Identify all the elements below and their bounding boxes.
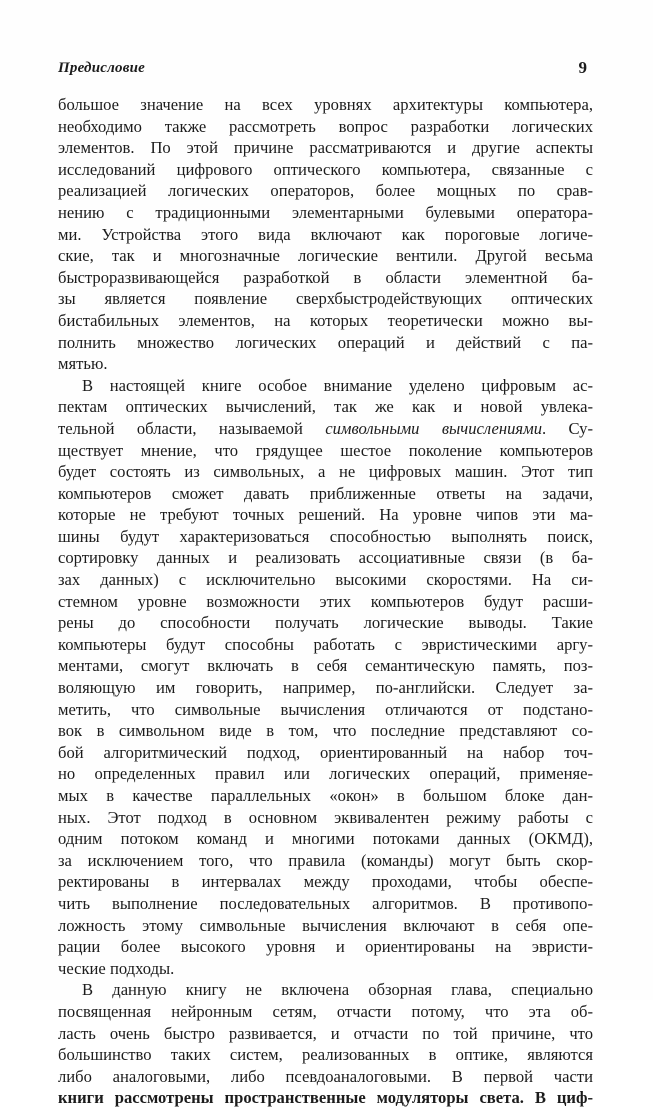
text-line: стемном уровне возможности этих компьютеров будут расши- xyxy=(58,591,593,611)
text-line: ществует мнение, что грядущее шестое поколение компьютеров xyxy=(58,440,593,460)
text-line: большинство таких систем, реализованных в оптике, являются xyxy=(58,1045,593,1065)
text-line: элементов. По этой причине рассматриваются и другие аспекты xyxy=(58,138,593,158)
section-title: Предисловие xyxy=(58,60,145,76)
text-line: которые не требуют точных решений. На уровне чипов эти ма- xyxy=(58,505,593,525)
paragraph-start-line: В данную книгу не включена обзорная глава, специально xyxy=(82,980,593,1000)
text-line: сортировку данных и реализовать ассоциативные связи (в ба- xyxy=(58,548,593,568)
text-line: чить выполнение последовательных алгоритмов. В противопо- xyxy=(58,893,593,913)
text-line: книги рассмотрены пространственные модуляторы света. В циф- xyxy=(58,1088,593,1108)
text-line: шины будут характеризоваться способностью выполнять поиск, xyxy=(58,526,593,546)
text-line: ложность этому символьные вычисления включают в себя опе- xyxy=(58,915,593,935)
text-segment: тельной области, называемой xyxy=(58,418,326,438)
body-text xyxy=(58,94,593,1109)
text-line: будет состоять из символьных, а не цифровых машин. Этот тип xyxy=(58,462,593,482)
text-line: посвященная нейронным сетям, отчасти потому, что эта об- xyxy=(58,1001,593,1021)
text-line: но определенных правил или логических операций, применяе- xyxy=(58,764,593,784)
text-line: пектам оптических вычислений, так же как и новой увлека- xyxy=(58,397,593,417)
text-line: зы является появление сверхбыстродействующих оптических xyxy=(58,289,593,309)
text-line: большое значение на всех уровнях архитектуры компьютера, xyxy=(58,95,593,114)
text-line: ские, так и многозначные логические вентили. Другой весьма xyxy=(58,246,593,266)
text-segment: . Су- xyxy=(542,418,594,438)
text-line: реализацией логических операторов, более мощных по срав- xyxy=(58,181,593,201)
text-line-with-emphasis xyxy=(58,418,593,440)
text-line: ческие подходы. xyxy=(58,958,175,978)
text-line: ных. Этот подход в основном эквивалентен режиму работы с xyxy=(58,807,593,827)
paragraph-start-line: В настоящей книге особое внимание уделено цифровым ас- xyxy=(82,375,593,395)
emphasized-term: символьными вычислениями xyxy=(325,418,543,438)
text-line: компьютеры будут способны работать с эвристическими аргу- xyxy=(58,634,593,654)
text-line: воляющую им говорить, например, по-английски. Следует за- xyxy=(58,678,593,698)
text-line: рации более высокого уровня и ориентированы на эвристи- xyxy=(58,937,593,957)
text-line: вок в символьном виде в том, что последние представляют со- xyxy=(58,721,593,741)
text-line: бистабильных элементов, на которых теоретически можно вы- xyxy=(58,310,593,330)
text-line: рены до способности получать логические выводы. Такие xyxy=(58,613,593,633)
text-line: ласть очень быстро развивается, и отчасти по той причине, что xyxy=(58,1023,593,1043)
text-line: ректированы в интервалах между проходами, чтобы обеспе- xyxy=(58,872,593,892)
text-line: бой алгоритмический подход, ориентированный на набор точ- xyxy=(58,742,593,762)
text-line: исследований цифрового оптического компьютера, связанные с xyxy=(58,159,593,179)
text-line: компьютеров сможет давать приближенные ответы на задачи, xyxy=(58,483,593,503)
text-line: мых в качестве параллельных «окон» в большом блоке дан- xyxy=(58,786,593,805)
page-number: 9 xyxy=(578,58,587,77)
text-line: за исключением того, что правила (команды) могут быть скор- xyxy=(58,850,593,870)
text-line: необходимо также рассмотреть вопрос разработки логических xyxy=(58,116,593,136)
text-line: мятью. xyxy=(58,354,108,374)
text-line: ми. Устройства этого вида включают как пороговые логиче- xyxy=(58,224,593,244)
text-line: одним потоком команд и многими потоками данных (ОКМД), xyxy=(58,829,593,849)
text-line: либо аналоговыми, либо псевдоаналоговыми. В первой части xyxy=(58,1066,593,1086)
text-line: полнить множество логических операций и действий с па- xyxy=(58,332,593,352)
text-line: нению с традиционными элементарными булевыми оператора- xyxy=(58,202,593,222)
text-line: зах данных) с исключительно высокими скоростями. На си- xyxy=(58,570,593,590)
text-line: метить, что символьные вычисления отличаются от подстано- xyxy=(58,699,593,719)
text-line: ментами, смогут включать в себя семантическую память, поз- xyxy=(58,656,593,676)
running-header xyxy=(58,60,593,82)
text-line: быстроразвивающейся разработкой в области элементной ба- xyxy=(58,267,593,287)
